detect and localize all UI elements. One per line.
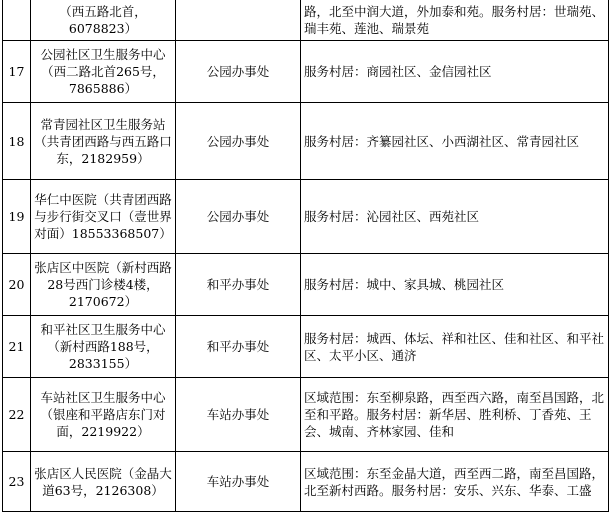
table-row: [3, 378, 609, 452]
office-name: 车站办事处: [176, 452, 301, 512]
table-row: [3, 0, 609, 41]
row-number: 20: [3, 254, 31, 316]
institution-name: 华仁中医院（共青团西路与步行街交叉口（壹世界对面）18553368507）: [31, 180, 176, 254]
table-row: [3, 103, 609, 180]
row-number: 22: [3, 378, 31, 452]
table-row: [3, 452, 609, 512]
row-number: 21: [3, 316, 31, 378]
institution-name: 车站社区卫生服务中心（银座和平路店东门对面，2219922）: [31, 378, 176, 452]
institution-name: （西五路北首，6078823）: [31, 0, 176, 41]
row-number: [3, 0, 31, 41]
table-row: [3, 41, 609, 103]
institution-name: 常青园社区卫生服务站（共青团西路与西五路口东，2182959）: [31, 103, 176, 180]
service-scope: 路，北至中润大道，外加泰和苑。服务村居：世瑞苑、瑞丰苑、莲池、瑞景苑: [301, 0, 609, 41]
office-name: 和平办事处: [176, 316, 301, 378]
office-name: 公园办事处: [176, 41, 301, 103]
institution-name: 公园社区卫生服务中心（西二路北首265号，7865886）: [31, 41, 176, 103]
row-number: 17: [3, 41, 31, 103]
office-name: 和平办事处: [176, 254, 301, 316]
table-row: [3, 180, 609, 254]
row-number: 23: [3, 452, 31, 512]
office-name: 公园办事处: [176, 103, 301, 180]
office-name: [176, 0, 301, 41]
service-scope: 服务村居：商园社区、金信园社区: [301, 41, 609, 103]
service-scope: 区域范围：东至柳泉路，西至西六路，南至昌国路，北至和平路。服务村居：新华居、胜利桥、丁香苑、王会、城南、齐林家园、佳和: [301, 378, 609, 452]
service-scope: 服务村居：沁园社区、西苑社区: [301, 180, 609, 254]
institution-name: 张店区人民医院（金晶大道63号，2126308）: [31, 452, 176, 512]
service-scope: 服务村居：齐纂园社区、小西湖社区、常青园社区: [301, 103, 609, 180]
service-scope: 服务村居：城中、家具城、桃园社区: [301, 254, 609, 316]
table-row: [3, 316, 609, 378]
table-row: [3, 254, 609, 316]
row-number: 19: [3, 180, 31, 254]
office-name: 公园办事处: [176, 180, 301, 254]
institution-name: 和平社区卫生服务中心（新村西路188号，2833155）: [31, 316, 176, 378]
service-table: [2, 0, 609, 512]
office-name: 车站办事处: [176, 378, 301, 452]
service-scope: 服务村居：城西、体坛、祥和社区、佳和社区、和平社区、太平小区、通济: [301, 316, 609, 378]
institution-name: 张店区中医院（新村西路28号西门诊楼4楼，2170672）: [31, 254, 176, 316]
row-number: 18: [3, 103, 31, 180]
service-scope: 区域范围：东至金晶大道，西至西二路，南至昌国路，北至新村西路。服务村居：安乐、兴东、华泰、工盛: [301, 452, 609, 512]
